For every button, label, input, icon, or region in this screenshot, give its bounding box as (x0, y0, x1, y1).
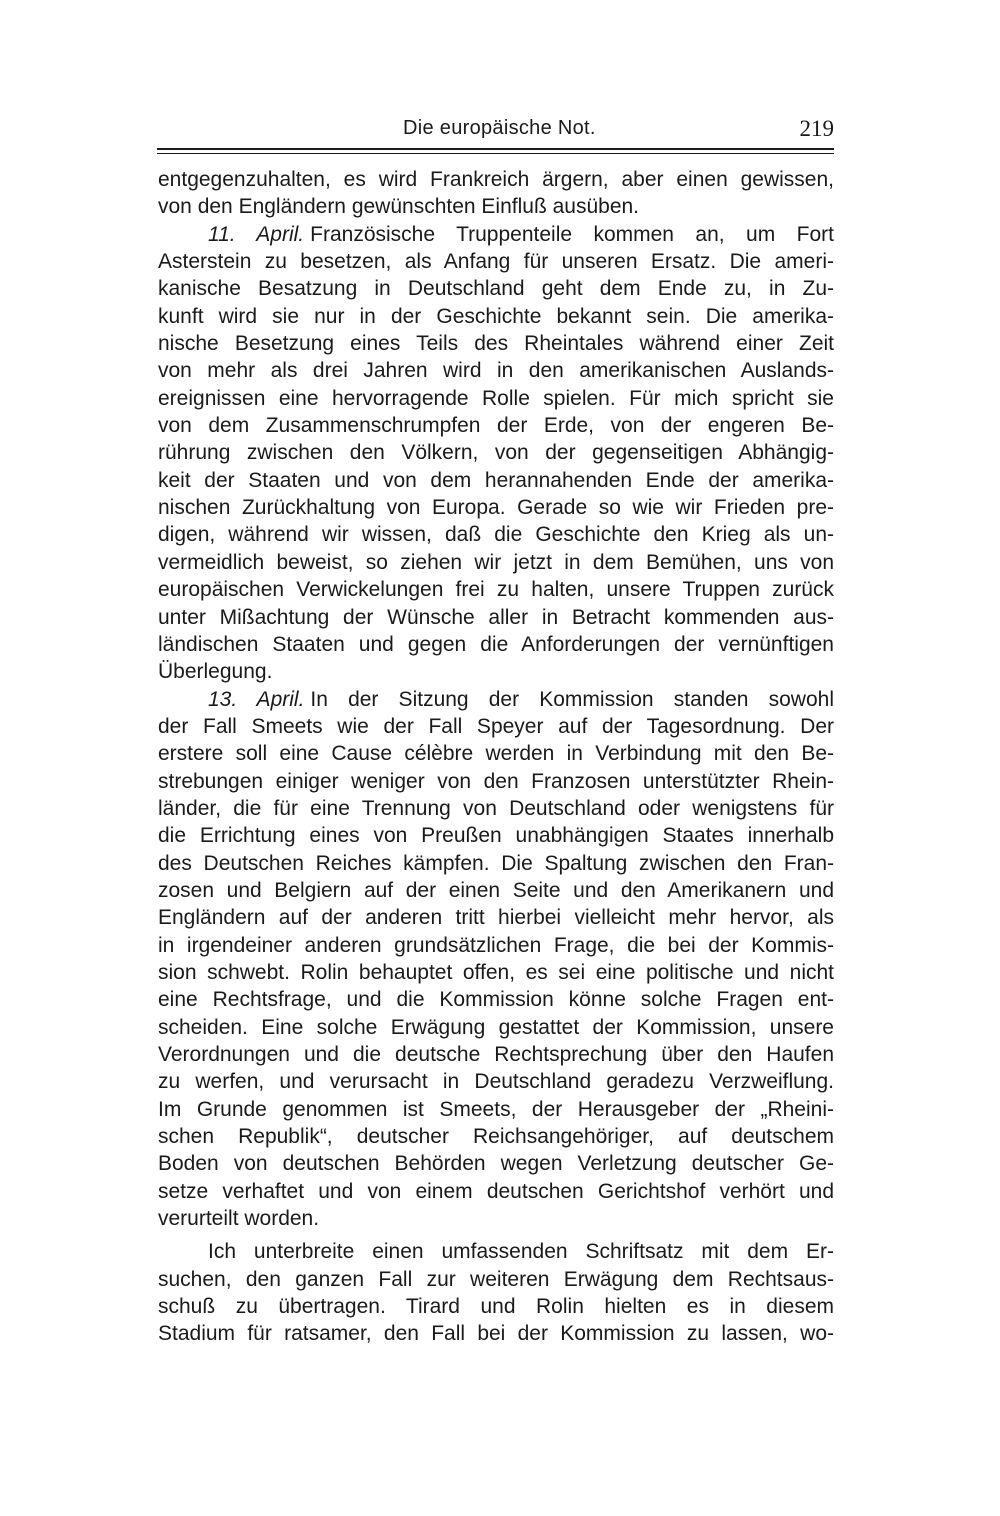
text-line: Asterstein zu besetzen, als Anfang für unseren Ersatz. Die ameri- (158, 250, 834, 274)
text-line-content: In der Sitzung der Kommission standen sowohl (310, 687, 834, 711)
text-line: rührung zwischen den Völkern, von der gegenseitigen Abhängig- (158, 441, 834, 465)
text-line (158, 221, 834, 248)
entry-date: 11. April. (208, 222, 305, 246)
text-line: länder, die für eine Trennung von Deutschland oder wenigstens für (158, 796, 834, 820)
text-line: scheiden. Eine solche Erwägung gestattet der Kommission, unsere (158, 1015, 834, 1039)
text-line: zosen und Belgiern auf der einen Seite und den Amerikanern und (158, 878, 834, 902)
text-line: der Fall Smeets wie der Fall Speyer auf der Tagesordnung. Der (158, 714, 834, 738)
entry-date: 13. April. (208, 687, 305, 711)
text-line: sion schwebt. Rolin behauptet offen, es sei eine politische und nicht (158, 960, 834, 984)
page-number: 219 (799, 116, 834, 141)
text-line: verurteilt worden. (158, 1207, 320, 1231)
text-line: Boden von deutschen Behörden wegen Verletzung deutscher Ge- (158, 1152, 834, 1176)
header-rule-thick (157, 148, 834, 150)
text-line: Im Grunde genommen ist Smeets, der Herausgeber der „Rheini- (158, 1097, 834, 1121)
text-line: Engländern auf der anderen tritt hierbei vielleicht mehr hervor, als (158, 906, 834, 930)
text-line: von dem Zusammenschrumpfen der Erde, von der engeren Be- (158, 414, 834, 438)
text-line: ereignissen eine hervorragende Rolle spielen. Für mich spricht sie (158, 386, 834, 410)
text-line: Überlegung. (158, 660, 273, 684)
text-line: europäischen Verwickelungen frei zu halten, unsere Truppen zurück (158, 578, 834, 602)
page-header (157, 114, 834, 148)
text-line: Ich unterbreite einen umfassenden Schriftsatz mit dem Er- (208, 1240, 834, 1264)
text-line: nischen Zurückhaltung von Europa. Gerade so wie wir Frieden pre- (158, 496, 834, 520)
running-title: Die europäische Not. (403, 117, 596, 139)
text-line: keit der Staaten und von dem herannahenden Ende der amerika- (158, 468, 834, 492)
text-line: von den Engländern gewünschten Einfluß ausüben. (158, 195, 640, 219)
text-line: ländischen Staaten und gegen die Anforderungen der vernünftigen (158, 632, 834, 656)
text-line: suchen, den ganzen Fall zur weiteren Erwägung dem Rechtsaus- (158, 1267, 834, 1291)
text-line (158, 686, 834, 713)
text-line: digen, während wir wissen, daß die Geschichte den Krieg als un- (158, 523, 834, 547)
text-line: kanische Besatzung in Deutschland geht dem Ende zu, in Zu- (158, 277, 834, 301)
text-line: eine Rechtsfrage, und die Kommission könne solche Fragen ent- (158, 988, 834, 1012)
text-line: zu werfen, und verursacht in Deutschland geradezu Verzweiflung. (158, 1070, 834, 1094)
body-text (158, 166, 834, 1348)
text-line: unter Mißachtung der Wünsche aller in Betracht kommenden aus- (158, 605, 834, 629)
text-line: erstere soll eine Cause célèbre werden in Verbindung mit den Be- (158, 742, 834, 766)
text-line: schuß zu übertragen. Tirard und Rolin hielten es in diesem (158, 1295, 834, 1319)
text-line: setze verhaftet und von einem deutschen Gerichtshof verhört und (158, 1179, 834, 1203)
text-line: strebungen einiger weniger von den Franzosen unterstützter Rhein- (158, 769, 834, 793)
text-line: in irgendeiner anderen grundsätzlichen Frage, die bei der Kommis- (158, 933, 834, 957)
text-line: des Deutschen Reiches kämpfen. Die Spaltung zwischen den Fran- (158, 851, 834, 875)
text-line: von mehr als drei Jahren wird in den amerikanischen Auslands- (158, 359, 834, 383)
text-line-content: Französische Truppenteile kommen an, um Fort (310, 222, 834, 246)
text-line: kunft wird sie nur in der Geschichte bekannt sein. Die amerika- (158, 304, 834, 328)
text-line: Verordnungen und die deutsche Rechtsprechung über den Haufen (158, 1043, 834, 1066)
text-line: Stadium für ratsamer, den Fall bei der Kommission zu lassen, wo- (158, 1322, 834, 1346)
header-rule-thin (157, 153, 834, 154)
text-line: vermeidlich beweist, so ziehen wir jetzt in dem Bemühen, uns von (158, 550, 834, 574)
text-line: schen Republik“, deutscher Reichsangehöriger, auf deutschem (158, 1125, 834, 1149)
text-line: die Errichtung eines von Preußen unabhängigen Staates innerhalb (158, 824, 834, 848)
text-line: entgegenzuhalten, es wird Frankreich ärgern, aber einen gewissen, (158, 168, 834, 191)
text-line: nische Besetzung eines Teils des Rheintales während einer Zeit (158, 332, 834, 356)
